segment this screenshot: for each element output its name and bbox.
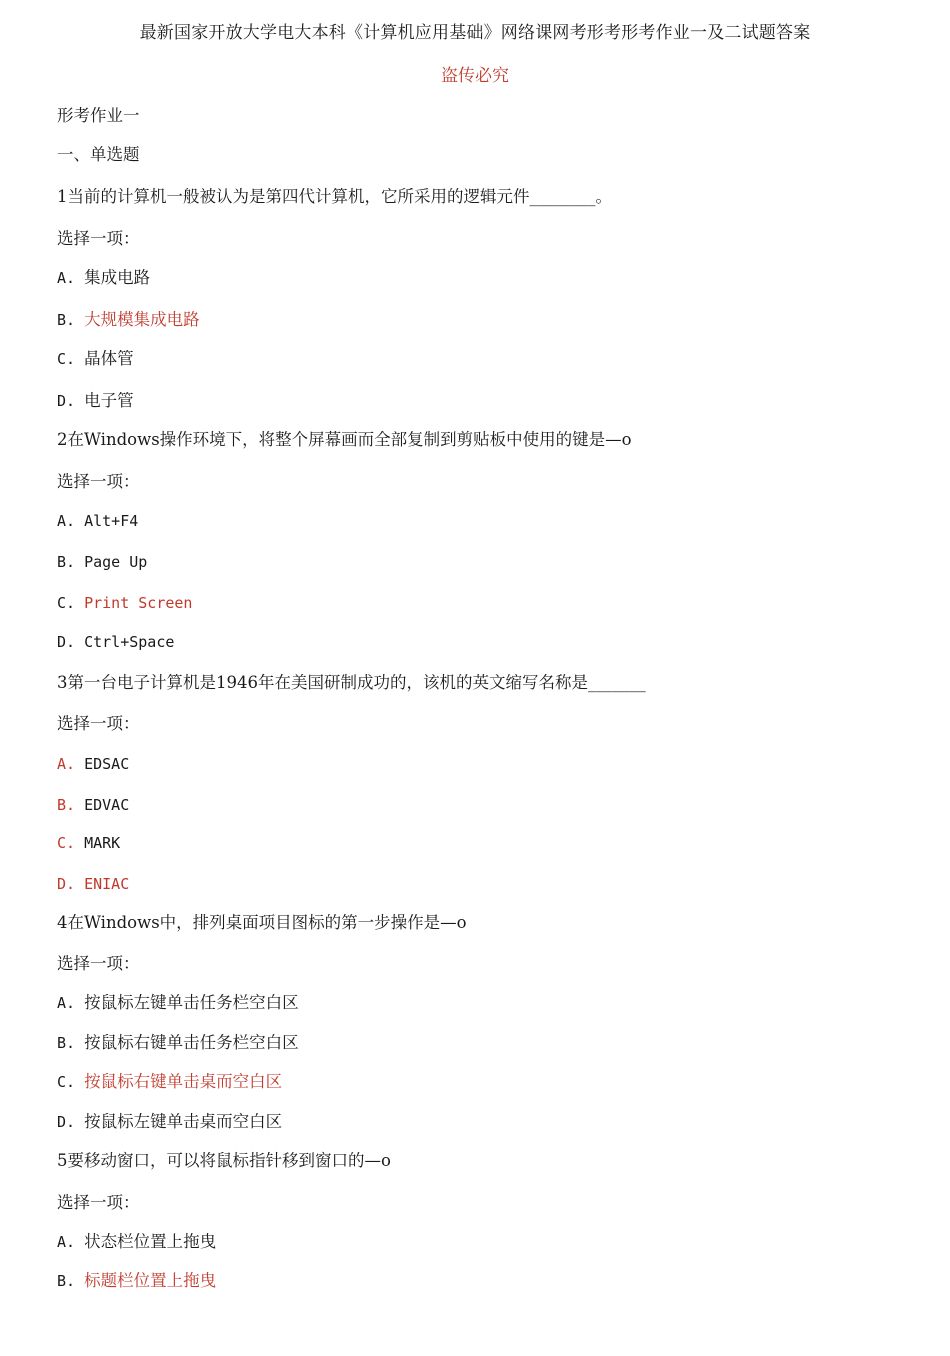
document-title: 最新国家开放大学电大本科《计算机应用基础》网络课网考形考形考作业一及二试题答案 [139,23,811,43]
option-prefix: C. [57,350,85,368]
option-text-answer: ENIAC [84,875,130,893]
option-3b [57,795,129,815]
section-heading: 形考作业一 [57,106,140,125]
option-prefix: C. [57,594,85,612]
option-prefix: A. [57,1233,85,1251]
option-4c [57,1072,282,1092]
option-text-answer: 标题栏位置上拖曳 [84,1271,217,1290]
choose-label: 选择一项： [57,472,140,491]
option-text: EDVAC [84,796,130,814]
option-1a [57,268,150,288]
option-text: MARK [84,834,121,852]
option-prefix-answer: A. [57,755,85,773]
option-1c [57,349,134,369]
option-2b [57,552,147,572]
option-5a [57,1232,216,1252]
option-text: 电子管 [84,391,134,410]
option-4b [57,1033,299,1053]
choose-label: 选择一项： [57,229,140,248]
option-prefix-answer: C. [57,834,85,852]
option-3d [57,874,129,894]
option-prefix: D. [57,392,85,410]
option-2d [57,632,174,652]
option-prefix: B. [57,1272,85,1290]
option-text: Page Up [84,553,148,571]
option-text-answer: 大规模集成电路 [84,310,200,329]
part-heading: 一、单选题 [57,145,140,164]
option-prefix: A. [57,269,85,287]
option-text: 按鼠标右键单击任务栏空白区 [84,1033,299,1052]
option-text: 集成电路 [84,268,151,287]
option-text: 状态栏位置上拖曳 [84,1232,217,1251]
option-prefix: D. [57,633,85,651]
option-4a [57,993,299,1013]
option-text: 按鼠标左键单击桌而空白区 [84,1112,283,1131]
option-text: Ctrl+Space [84,633,175,651]
option-1b [57,310,200,330]
document-subtitle: 盗传必究 [441,66,509,86]
option-4d [57,1112,282,1132]
option-prefix: A. [57,994,85,1012]
choose-label: 选择一项： [57,1193,140,1212]
question-1: 1当前的计算机一般被认为是第四代计算机，它所采用的逻辑元件________。 [57,187,612,206]
option-2a [57,511,138,531]
option-text-answer: 按鼠标右键单击桌而空白区 [84,1072,283,1091]
option-text: EDSAC [84,755,130,773]
option-2c [57,593,192,613]
option-1d [57,391,134,411]
question-4: 4在Windows中，排列桌面项目图标的第一步操作是—o [57,913,467,932]
option-prefix: D. [57,1113,85,1131]
option-prefix-answer: B. [57,796,85,814]
option-prefix: B. [57,1034,85,1052]
option-text: Alt+F4 [84,512,139,530]
choose-label: 选择一项： [57,954,140,973]
option-prefix: B. [57,553,85,571]
option-3a [57,754,129,774]
option-text: 按鼠标左键单击任务栏空白区 [84,993,299,1012]
option-prefix: A. [57,512,85,530]
option-text: 晶体管 [84,349,134,368]
option-prefix: C. [57,1073,85,1091]
option-3c [57,833,120,853]
question-3: 3第一台电子计算机是1946年在美国研制成功的，该机的英文缩写名称是_______ [57,673,646,692]
option-prefix-answer: D. [57,875,85,893]
option-5b [57,1271,216,1291]
choose-label: 选择一项： [57,714,140,733]
question-5: 5要移动窗口，可以将鼠标指针移到窗口的—o [57,1151,391,1170]
option-text-answer: Print Screen [84,594,193,612]
option-prefix: B. [57,311,85,329]
question-2: 2在Windows操作环境下，将整个屏幕画而全部复制到剪贴板中使用的键是—o [57,430,632,449]
